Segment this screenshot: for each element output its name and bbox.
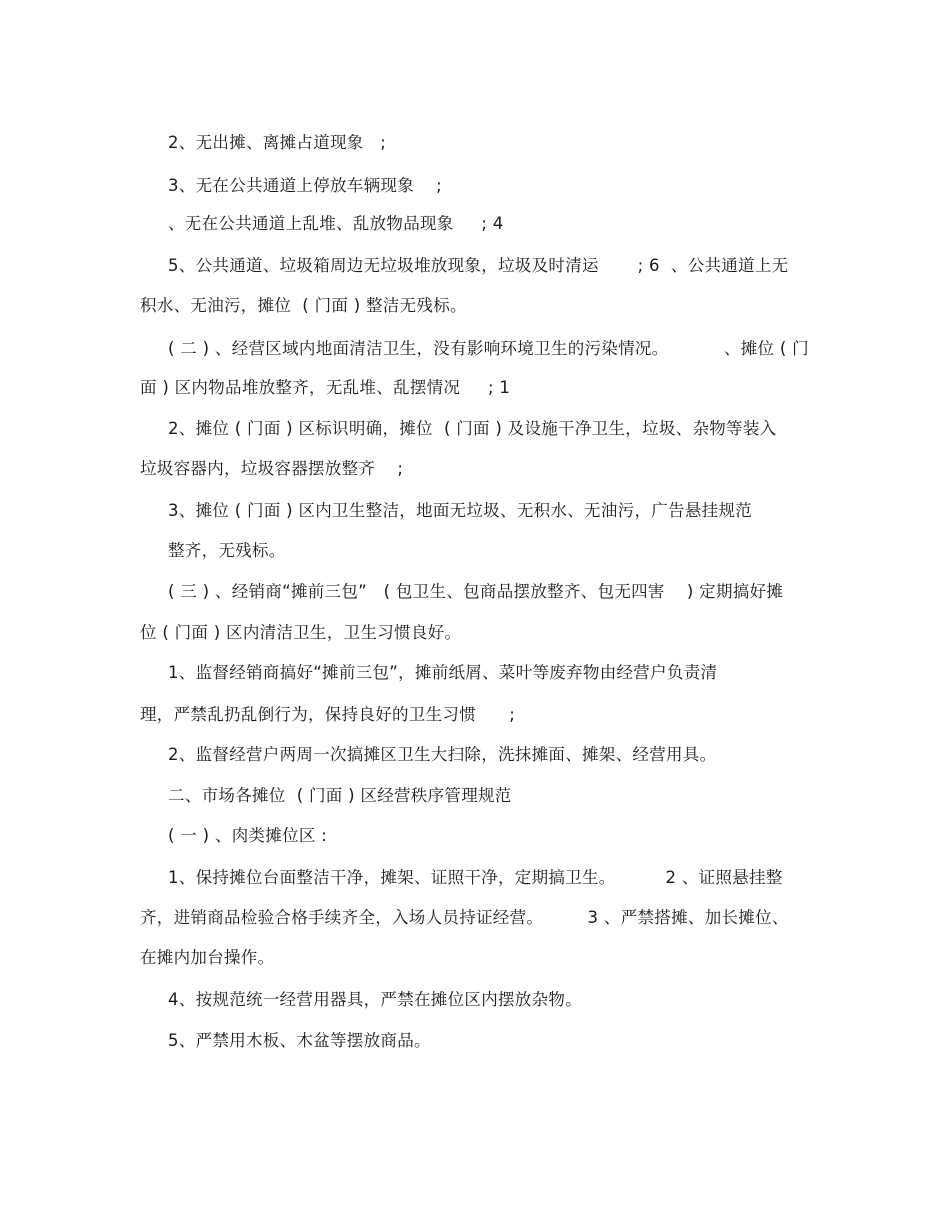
text-line: 2、无出摊、离摊占道现象 ; — [168, 133, 387, 152]
text-line: 2、摊位 ( 门面 ) 区标识明确，摊位 ( 门面 ) 及设施干净卫生，垃圾、杂物等装入 — [168, 419, 777, 438]
text-line: 3、摊位 ( 门面 ) 区内卫生整洁，地面无垃圾、无积水、无油污，广告悬挂规范 — [168, 501, 753, 520]
text-line: 1、保持摊位台面整洁干净，摊架、证照干净，定期搞卫生。 2 、证照悬挂整 — [168, 868, 783, 887]
text-line: 齐，进销商品检验合格手续齐全，入场人员持证经营。 3 、严禁搭摊、加长摊位、 — [140, 908, 789, 927]
text-line: 理，严禁乱扔乱倒行为，保持良好的卫生习惯 ; — [140, 705, 516, 724]
text-line: 1、监督经销商搞好“摊前三包”，摊前纸屑、菜叶等废弃物由经营户负责清 — [168, 663, 718, 682]
text-line: ( 二 ) 、经营区域内地面清洁卫生，没有影响环境卫生的污染情况。 、摊位 ( 门 — [168, 339, 809, 358]
text-line: ( 三 ) 、经销商“摊前三包” ( 包卫生、包商品摆放整齐、包无四害 ) 定期搞好摊 — [168, 582, 784, 601]
text-line: 4、按规范统一经营用器具，严禁在摊位区内摆放杂物。 — [168, 990, 582, 1009]
text-line: 垃圾容器内，垃圾容器摆放整齐 ; — [140, 459, 404, 478]
text-line: 5、公共通道、垃圾箱周边无垃圾堆放现象，垃圾及时清运 ; 6 、公共通道上无 — [168, 256, 789, 275]
text-line: 、无在公共通道上乱堆、乱放物品现象 ; 4 — [168, 214, 504, 233]
text-line: 3、无在公共通道上停放车辆现象 ; — [168, 176, 443, 195]
subsection-heading: ( 一 ) 、肉类摊位区 : — [168, 826, 328, 845]
section-heading: 二、市场各摊位 ( 门面 ) 区经营秩序管理规范 — [168, 786, 512, 805]
text-line: 在摊内加台操作。 — [140, 948, 275, 967]
text-line: 5、严禁用木板、木盆等摆放商品。 — [168, 1031, 431, 1050]
text-line: 位 ( 门面 ) 区内清洁卫生，卫生习惯良好。 — [140, 623, 462, 642]
text-line: 2、监督经营户两周一次搞摊区卫生大扫除，洗抹摊面、摊架、经营用具。 — [168, 745, 717, 764]
text-line: 整齐，无残标。 — [168, 541, 286, 560]
text-line: 积水、无油污，摊位 ( 门面 ) 整洁无残标。 — [140, 296, 467, 315]
text-line: 面 ) 区内物品堆放整齐，无乱堆、乱摆情况 ; 1 — [140, 378, 511, 397]
